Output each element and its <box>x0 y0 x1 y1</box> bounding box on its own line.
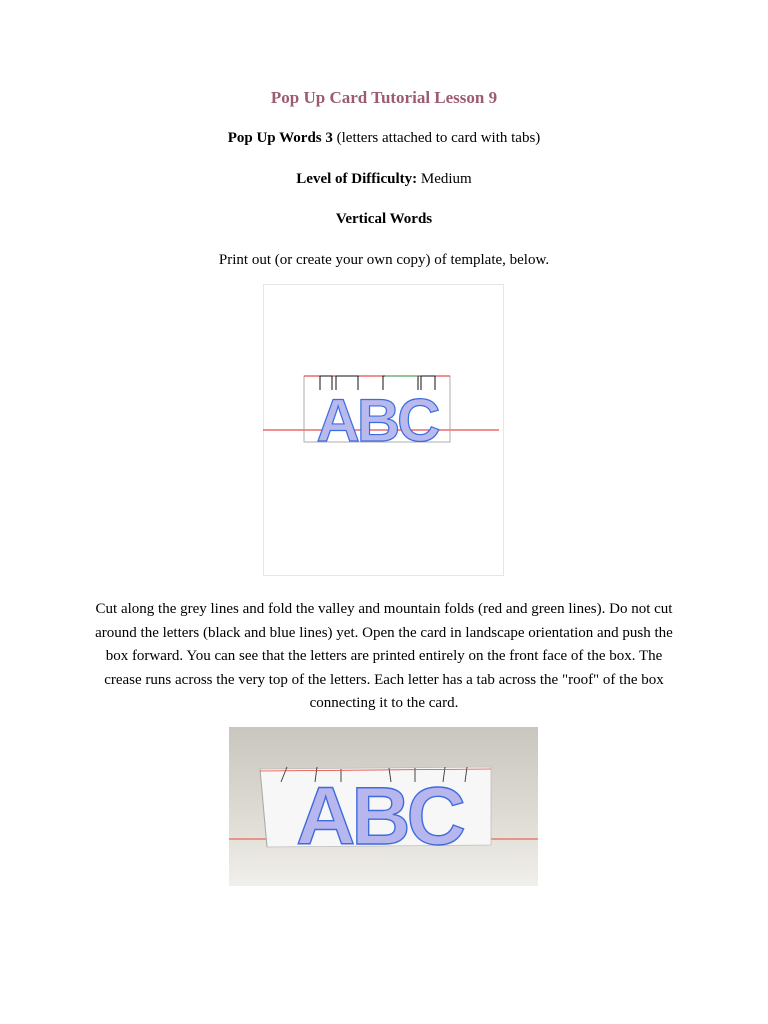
difficulty-value: Medium <box>417 171 472 187</box>
template-letters: ABC <box>316 387 438 454</box>
section-heading: Vertical Words <box>335 211 433 227</box>
subtitle-bold: Pop Up Words 3 <box>227 130 333 146</box>
difficulty-line <box>0 170 768 188</box>
intro-text: Print out (or create your own copy) of template, below. <box>218 252 550 268</box>
subtitle-rest: (letters attached to card with tabs) <box>332 130 541 146</box>
page-title: Pop Up Card Tutorial Lesson 9 <box>270 88 498 107</box>
subtitle-line <box>0 129 768 147</box>
photo-letters: ABC <box>296 771 462 862</box>
instructions-paragraph: Cut along the grey lines and fold the valley and mountain folds (red and green lines). Do not cut around the letters (black and blue lines) yet. Open the card in landscape orientation and push the box forward. You can see that the letters are printed entirely on the front face of the box. The crease runs across the very top of the letters. Each letter has a tab across the "roof" of the box connecting it to the card. <box>95 601 673 711</box>
template-figure <box>263 284 504 576</box>
difficulty-label: Level of Difficulty: <box>296 171 418 187</box>
popup-photo <box>229 727 538 886</box>
